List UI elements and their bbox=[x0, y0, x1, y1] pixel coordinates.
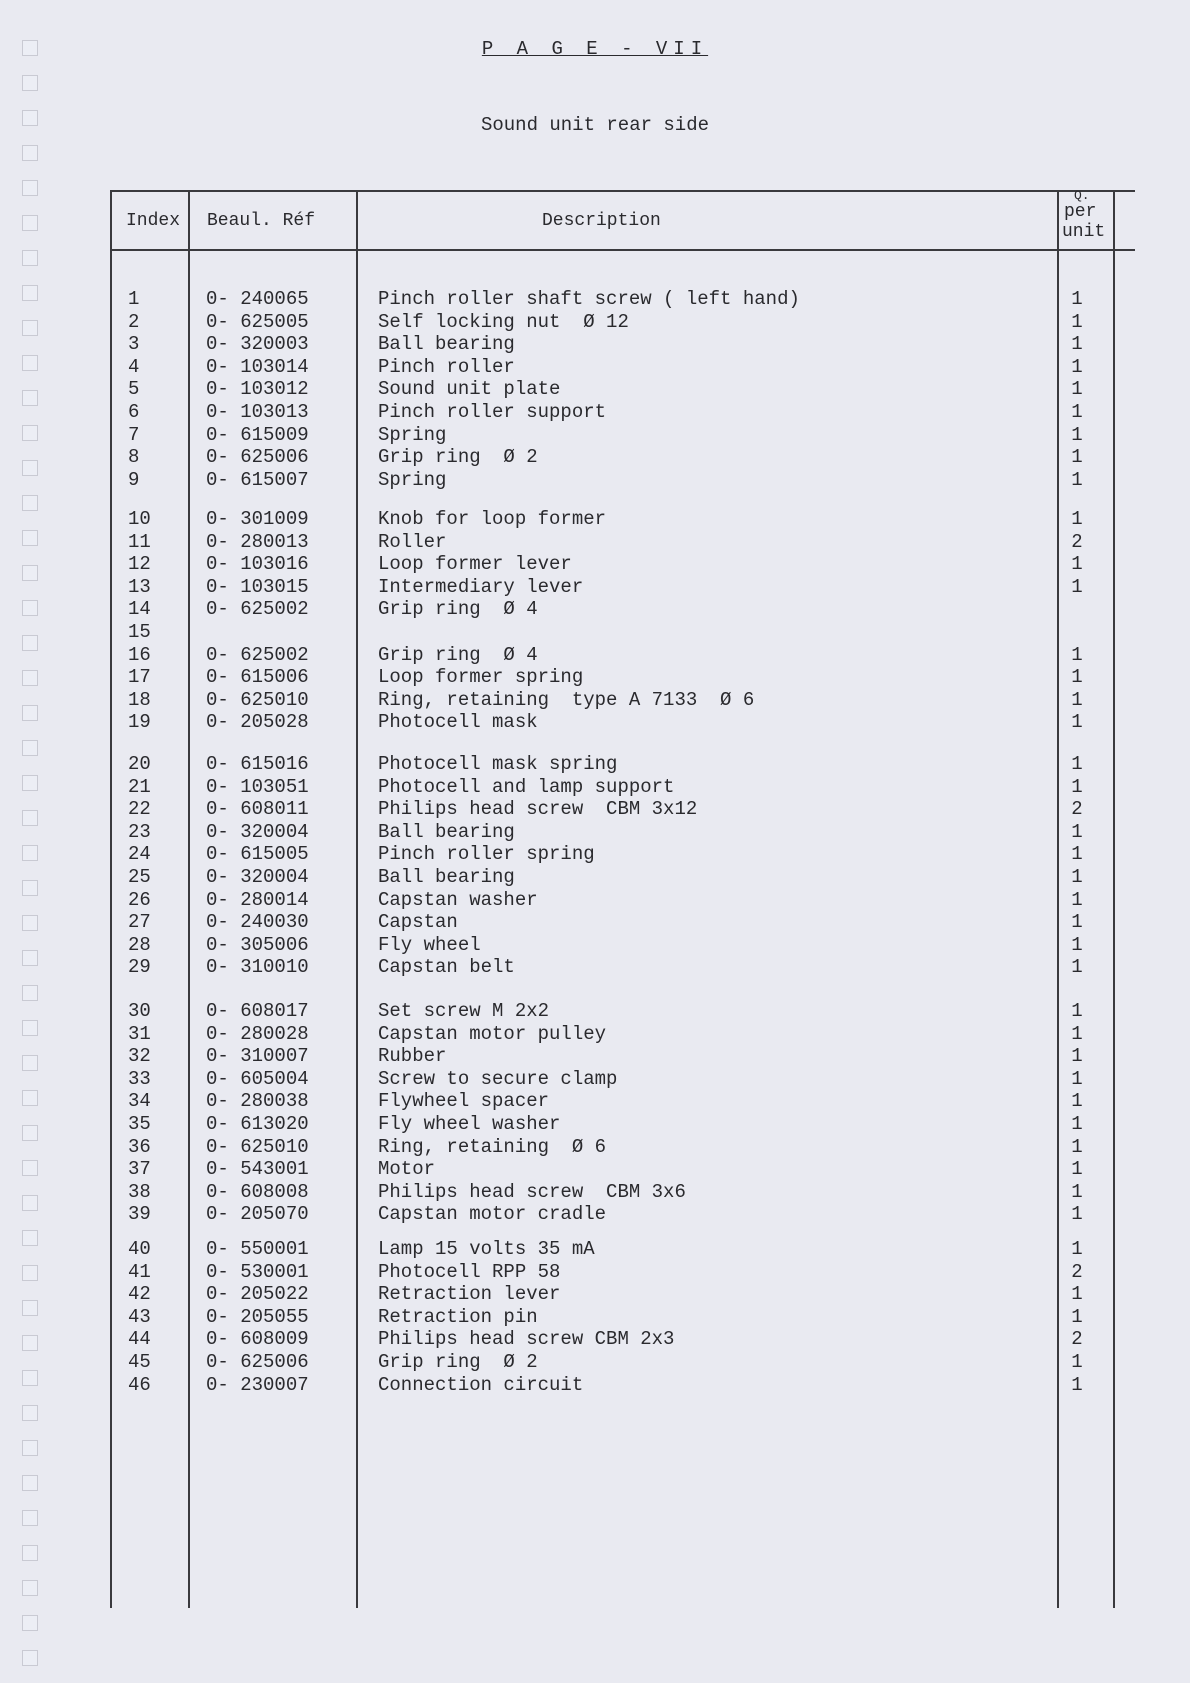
binder-hole bbox=[22, 1615, 38, 1631]
row-description: Roller bbox=[378, 530, 447, 553]
row-index: 46 bbox=[128, 1373, 151, 1396]
header-qty-top: Q. bbox=[1074, 188, 1090, 203]
row-index: 28 bbox=[128, 933, 151, 956]
row-ref: 0- 103012 bbox=[206, 378, 309, 401]
row-index: 18 bbox=[128, 688, 151, 711]
binder-hole bbox=[22, 1510, 38, 1526]
row-description: Grip ring Ø 2 bbox=[378, 446, 538, 469]
row-qty: 1 bbox=[1071, 933, 1083, 956]
row-index: 9 bbox=[128, 468, 140, 491]
row-index: 20 bbox=[128, 753, 151, 775]
row-ref: 0- 543001 bbox=[206, 1158, 309, 1181]
column-divider-3 bbox=[356, 190, 358, 1608]
row-description: Pinch roller spring bbox=[378, 843, 595, 866]
row-qty: 1 bbox=[1071, 575, 1083, 598]
row-ref: 0- 608008 bbox=[206, 1180, 309, 1203]
row-qty: 2 bbox=[1071, 1260, 1083, 1283]
row-qty: 1 bbox=[1071, 468, 1083, 491]
row-description: Pinch roller bbox=[378, 355, 515, 378]
row-description: Philips head screw CBM 3x6 bbox=[378, 1180, 686, 1203]
row-index: 33 bbox=[128, 1067, 151, 1090]
row-index: 21 bbox=[128, 775, 151, 798]
row-qty: 1 bbox=[1071, 666, 1083, 689]
row-ref: 0- 625005 bbox=[206, 310, 309, 333]
row-ref: 0- 205070 bbox=[206, 1203, 309, 1226]
row-description: Philips head screw CBM 2x3 bbox=[378, 1328, 675, 1351]
binder-hole bbox=[22, 355, 38, 371]
row-description: Flywheel spacer bbox=[378, 1090, 550, 1113]
row-ref: 0- 625002 bbox=[206, 643, 309, 666]
header-index: Index bbox=[126, 211, 181, 231]
row-description: Photocell and lamp support bbox=[378, 775, 675, 798]
row-description: Knob for loop former bbox=[378, 508, 607, 530]
row-description: Rubber bbox=[378, 1045, 447, 1068]
binder-hole bbox=[22, 460, 38, 476]
binder-hole bbox=[22, 1160, 38, 1176]
row-description: Retraction pin bbox=[378, 1305, 538, 1328]
row-description: Lamp 15 volts 35 mA bbox=[378, 1238, 595, 1260]
row-ref: 0- 103016 bbox=[206, 553, 309, 576]
row-description: Ring, retaining Ø 6 bbox=[378, 1135, 607, 1158]
row-index: 10 bbox=[128, 508, 151, 530]
row-description: Fly wheel washer bbox=[378, 1113, 561, 1135]
row-qty: 1 bbox=[1071, 1022, 1083, 1045]
header-qty-bottom: unit bbox=[1062, 222, 1106, 242]
row-description: Capstan motor cradle bbox=[378, 1203, 607, 1226]
binder-hole bbox=[22, 285, 38, 301]
binder-hole bbox=[22, 1055, 38, 1071]
row-qty: 1 bbox=[1071, 688, 1083, 711]
column-divider-5 bbox=[1113, 190, 1115, 1608]
binder-hole bbox=[22, 250, 38, 266]
row-ref: 0- 103015 bbox=[206, 575, 309, 598]
row-description: Spring bbox=[378, 468, 447, 491]
row-ref: 0- 615007 bbox=[206, 468, 309, 491]
page-subtitle: Sound unit rear side bbox=[480, 114, 710, 136]
binder-hole bbox=[22, 600, 38, 616]
binder-hole bbox=[22, 880, 38, 896]
row-ref: 0- 103013 bbox=[206, 401, 309, 423]
row-ref: 0- 280038 bbox=[206, 1090, 309, 1113]
row-qty: 1 bbox=[1071, 401, 1083, 423]
row-ref: 0- 615005 bbox=[206, 843, 309, 866]
row-index: 29 bbox=[128, 956, 151, 979]
binder-hole bbox=[22, 75, 38, 91]
row-description: Pinch roller support bbox=[378, 401, 607, 423]
row-description: Capstan bbox=[378, 911, 458, 934]
row-description: Ball bearing bbox=[378, 820, 515, 843]
row-description: Philips head screw CBM 3x12 bbox=[378, 798, 698, 821]
binder-hole bbox=[22, 1545, 38, 1561]
row-ref: 0- 280013 bbox=[206, 530, 309, 553]
row-ref: 0- 280028 bbox=[206, 1022, 309, 1045]
row-qty: 1 bbox=[1071, 288, 1083, 310]
row-qty: 1 bbox=[1071, 956, 1083, 979]
row-description: Connection circuit bbox=[378, 1373, 584, 1396]
row-index: 7 bbox=[128, 423, 140, 446]
binder-hole bbox=[22, 775, 38, 791]
row-index: 16 bbox=[128, 643, 151, 666]
binder-hole bbox=[22, 1580, 38, 1596]
row-ref: 0- 301009 bbox=[206, 508, 309, 530]
row-description: Photocell mask bbox=[378, 711, 538, 734]
row-index: 24 bbox=[128, 843, 151, 866]
row-ref: 0- 625002 bbox=[206, 598, 309, 621]
row-ref: 0- 320004 bbox=[206, 820, 309, 843]
row-index: 36 bbox=[128, 1135, 151, 1158]
row-ref: 0- 615009 bbox=[206, 423, 309, 446]
row-ref: 0- 305006 bbox=[206, 933, 309, 956]
row-ref: 0- 280014 bbox=[206, 888, 309, 911]
row-description: Motor bbox=[378, 1158, 436, 1181]
row-qty: 1 bbox=[1071, 423, 1083, 446]
binder-hole bbox=[22, 320, 38, 336]
row-index: 39 bbox=[128, 1203, 151, 1226]
binder-hole bbox=[22, 1370, 38, 1386]
row-index: 2 bbox=[128, 310, 140, 333]
row-ref: 0- 605004 bbox=[206, 1067, 309, 1090]
binder-hole bbox=[22, 810, 38, 826]
row-index: 43 bbox=[128, 1305, 151, 1328]
row-index: 6 bbox=[128, 401, 140, 423]
row-qty: 1 bbox=[1071, 310, 1083, 333]
header-ref: Beaul. Réf bbox=[207, 211, 316, 231]
binder-hole bbox=[22, 1440, 38, 1456]
row-index: 25 bbox=[128, 866, 151, 888]
binder-hole bbox=[22, 565, 38, 581]
row-ref: 0- 608017 bbox=[206, 1000, 309, 1022]
row-qty: 1 bbox=[1071, 1351, 1083, 1373]
row-ref: 0- 615006 bbox=[206, 666, 309, 689]
row-description: Ball bearing bbox=[378, 866, 515, 888]
binder-hole bbox=[22, 180, 38, 196]
row-ref: 0- 310007 bbox=[206, 1045, 309, 1068]
row-ref: 0- 615016 bbox=[206, 753, 309, 775]
binder-hole bbox=[22, 145, 38, 161]
row-description: Loop former spring bbox=[378, 666, 584, 689]
row-description: Photocell mask spring bbox=[378, 753, 618, 775]
header-description: Description bbox=[542, 211, 661, 231]
row-index: 1 bbox=[128, 288, 140, 310]
row-qty: 2 bbox=[1071, 530, 1083, 553]
row-ref: 0- 320003 bbox=[206, 333, 309, 356]
binder-hole bbox=[22, 495, 38, 511]
binder-hole bbox=[22, 845, 38, 861]
row-description: Sound unit plate bbox=[378, 378, 561, 401]
binder-hole bbox=[22, 1335, 38, 1351]
row-description: Retraction lever bbox=[378, 1283, 561, 1306]
row-ref: 0- 625010 bbox=[206, 688, 309, 711]
binder-hole bbox=[22, 740, 38, 756]
binder-hole bbox=[22, 215, 38, 231]
row-qty: 1 bbox=[1071, 1000, 1083, 1022]
binder-hole bbox=[22, 915, 38, 931]
row-qty: 1 bbox=[1071, 1045, 1083, 1068]
row-qty: 1 bbox=[1071, 911, 1083, 934]
row-qty: 1 bbox=[1071, 1135, 1083, 1158]
row-index: 45 bbox=[128, 1351, 151, 1373]
row-qty: 1 bbox=[1071, 1067, 1083, 1090]
row-description: Grip ring Ø 2 bbox=[378, 1351, 538, 1373]
binder-hole bbox=[22, 705, 38, 721]
column-divider-1 bbox=[110, 190, 112, 1608]
binder-hole bbox=[22, 425, 38, 441]
row-ref: 0- 205055 bbox=[206, 1305, 309, 1328]
binder-hole bbox=[22, 1650, 38, 1666]
row-description: Spring bbox=[378, 423, 447, 446]
row-qty: 1 bbox=[1071, 1283, 1083, 1306]
row-ref: 0- 550001 bbox=[206, 1238, 309, 1260]
binder-hole bbox=[22, 1230, 38, 1246]
row-ref: 0- 230007 bbox=[206, 1373, 309, 1396]
row-index: 14 bbox=[128, 598, 151, 621]
binder-hole bbox=[22, 390, 38, 406]
row-qty: 1 bbox=[1071, 643, 1083, 666]
row-qty: 1 bbox=[1071, 1158, 1083, 1181]
row-description: Set screw M 2x2 bbox=[378, 1000, 550, 1022]
row-qty: 1 bbox=[1071, 378, 1083, 401]
row-index: 31 bbox=[128, 1022, 151, 1045]
row-index: 41 bbox=[128, 1260, 151, 1283]
row-index: 23 bbox=[128, 820, 151, 843]
row-index: 19 bbox=[128, 711, 151, 734]
row-index: 5 bbox=[128, 378, 140, 401]
row-index: 40 bbox=[128, 1238, 151, 1260]
row-index: 4 bbox=[128, 355, 140, 378]
row-qty: 1 bbox=[1071, 1090, 1083, 1113]
row-qty: 1 bbox=[1071, 753, 1083, 775]
column-divider-4 bbox=[1057, 190, 1059, 1608]
row-ref: 0- 608009 bbox=[206, 1328, 309, 1351]
binder-hole bbox=[22, 1405, 38, 1421]
binder-hole bbox=[22, 530, 38, 546]
row-qty: 1 bbox=[1071, 333, 1083, 356]
row-qty: 1 bbox=[1071, 888, 1083, 911]
row-description: Ball bearing bbox=[378, 333, 515, 356]
binder-hole bbox=[22, 1125, 38, 1141]
row-description: Grip ring Ø 4 bbox=[378, 643, 538, 666]
row-index: 8 bbox=[128, 446, 140, 469]
binder-hole bbox=[22, 1195, 38, 1211]
row-qty: 1 bbox=[1071, 553, 1083, 576]
row-ref: 0- 530001 bbox=[206, 1260, 309, 1283]
binder-hole bbox=[22, 1300, 38, 1316]
row-index: 3 bbox=[128, 333, 140, 356]
row-description: Ring, retaining type A 7133 Ø 6 bbox=[378, 688, 755, 711]
row-description: Photocell RPP 58 bbox=[378, 1260, 561, 1283]
row-index: 15 bbox=[128, 621, 151, 643]
row-description: Self locking nut Ø 12 bbox=[378, 310, 629, 333]
row-ref: 0- 240030 bbox=[206, 911, 309, 934]
row-qty: 1 bbox=[1071, 775, 1083, 798]
row-qty: 1 bbox=[1071, 355, 1083, 378]
binder-hole bbox=[22, 1020, 38, 1036]
row-index: 37 bbox=[128, 1158, 151, 1181]
row-ref: 0- 608011 bbox=[206, 798, 309, 821]
row-index: 34 bbox=[128, 1090, 151, 1113]
row-index: 44 bbox=[128, 1328, 151, 1351]
row-index: 38 bbox=[128, 1180, 151, 1203]
row-index: 32 bbox=[128, 1045, 151, 1068]
row-qty: 1 bbox=[1071, 1305, 1083, 1328]
row-qty: 1 bbox=[1071, 1203, 1083, 1226]
row-index: 22 bbox=[128, 798, 151, 821]
page-title: P A G E - VII bbox=[481, 38, 709, 60]
row-ref: 0- 205028 bbox=[206, 711, 309, 734]
binder-hole bbox=[22, 1090, 38, 1106]
row-qty: 1 bbox=[1071, 820, 1083, 843]
row-description: Grip ring Ø 4 bbox=[378, 598, 538, 621]
row-qty: 2 bbox=[1071, 1328, 1083, 1351]
row-qty: 1 bbox=[1071, 711, 1083, 734]
column-divider-2 bbox=[188, 190, 190, 1608]
row-ref: 0- 205022 bbox=[206, 1283, 309, 1306]
row-ref: 0- 103051 bbox=[206, 775, 309, 798]
binder-hole bbox=[22, 1475, 38, 1491]
binder-hole bbox=[22, 1265, 38, 1281]
row-index: 30 bbox=[128, 1000, 151, 1022]
header-bottom-rule bbox=[110, 249, 1135, 251]
row-description: Capstan belt bbox=[378, 956, 515, 979]
row-index: 35 bbox=[128, 1113, 151, 1135]
row-qty: 1 bbox=[1071, 446, 1083, 469]
row-qty: 1 bbox=[1071, 508, 1083, 530]
row-description: Loop former lever bbox=[378, 553, 572, 576]
row-qty: 1 bbox=[1071, 866, 1083, 888]
row-qty: 1 bbox=[1071, 1373, 1083, 1396]
row-description: Intermediary lever bbox=[378, 575, 584, 598]
binder-hole bbox=[22, 950, 38, 966]
row-qty: 1 bbox=[1071, 1113, 1083, 1135]
row-index: 13 bbox=[128, 575, 151, 598]
row-ref: 0- 310010 bbox=[206, 956, 309, 979]
row-description: Pinch roller shaft screw ( left hand) bbox=[378, 288, 800, 310]
row-ref: 0- 240065 bbox=[206, 288, 309, 310]
row-index: 26 bbox=[128, 888, 151, 911]
row-index: 17 bbox=[128, 666, 151, 689]
binder-hole bbox=[22, 635, 38, 651]
row-qty: 1 bbox=[1071, 843, 1083, 866]
row-description: Capstan motor pulley bbox=[378, 1022, 607, 1045]
row-description: Capstan washer bbox=[378, 888, 538, 911]
table-top-rule bbox=[110, 190, 1135, 192]
row-index: 42 bbox=[128, 1283, 151, 1306]
row-description: Screw to secure clamp bbox=[378, 1067, 618, 1090]
row-description: Fly wheel bbox=[378, 933, 481, 956]
row-qty: 1 bbox=[1071, 1180, 1083, 1203]
row-ref: 0- 625006 bbox=[206, 446, 309, 469]
row-qty: 1 bbox=[1071, 1238, 1083, 1260]
row-ref: 0- 613020 bbox=[206, 1113, 309, 1135]
header-qty-mid: per bbox=[1064, 202, 1097, 222]
row-ref: 0- 103014 bbox=[206, 355, 309, 378]
row-ref: 0- 320004 bbox=[206, 866, 309, 888]
row-index: 11 bbox=[128, 530, 151, 553]
binder-hole bbox=[22, 985, 38, 1001]
row-ref: 0- 625006 bbox=[206, 1351, 309, 1373]
row-ref: 0- 625010 bbox=[206, 1135, 309, 1158]
row-index: 27 bbox=[128, 911, 151, 934]
row-index: 12 bbox=[128, 553, 151, 576]
row-qty: 2 bbox=[1071, 798, 1083, 821]
binder-hole bbox=[22, 670, 38, 686]
